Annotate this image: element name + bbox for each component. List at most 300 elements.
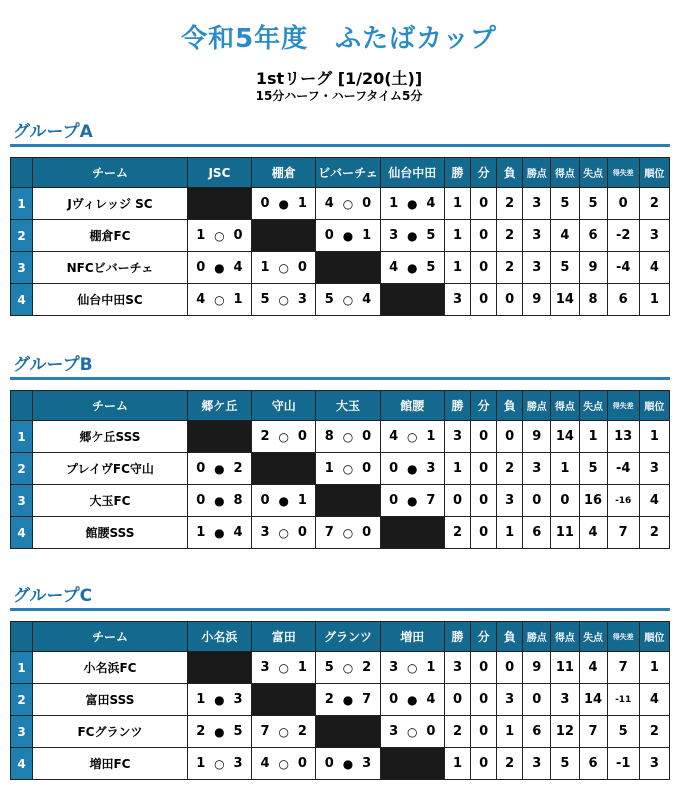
stat-cell: 3 [444,652,470,684]
header-stat: 勝 [444,622,470,652]
loss-mark-icon: ● [407,228,418,243]
loss-mark-icon: ● [214,525,225,540]
stat-cell: -2 [607,220,639,252]
self-match-cell [252,684,316,716]
team-row [11,652,670,684]
match-result-cell [316,652,380,684]
header-stat: 得失差 [607,158,639,188]
goals-against: 1 [233,292,243,307]
stat-cell: 6 [579,748,607,780]
match-result-cell [187,252,251,284]
team-row [11,284,670,316]
goals-for: 7 [260,724,270,739]
team-row [11,485,670,517]
match-score [381,461,444,476]
loss-mark-icon: ● [342,756,354,771]
header-stat: 勝点 [523,158,551,188]
stat-cell: 5 [579,188,607,220]
stat-cell: -1 [607,748,639,780]
header-opponent: 富田 [252,622,316,652]
stat-cell: -11 [607,684,639,716]
stat-cell: 1 [444,220,470,252]
goals-for: 0 [196,461,206,476]
match-score [188,292,251,307]
row-number: 2 [11,684,33,716]
self-match-cell [252,453,316,485]
match-result-cell [316,748,380,780]
goals-for: 2 [260,429,270,444]
goals-for: 1 [196,525,206,540]
stat-cell: 1 [444,188,470,220]
stat-cell: 0 [471,188,497,220]
goals-against: 2 [297,724,307,739]
match-result-cell [380,684,444,716]
goals-for: 2 [324,692,334,707]
standings-table [10,621,670,780]
stat-cell: 2 [497,453,523,485]
goals-for: 0 [389,493,399,508]
goals-against: 0 [362,525,372,540]
stat-cell: 0 [523,684,551,716]
stat-cell: 2 [497,748,523,780]
match-score [381,228,444,243]
stat-cell: 2 [444,517,470,549]
goals-for: 1 [324,461,334,476]
loss-mark-icon: ● [407,196,418,211]
team-name: 仙台中田SC [33,284,188,316]
goals-against: 5 [233,724,243,739]
goals-against: 2 [233,461,243,476]
row-number: 1 [11,188,33,220]
page-title: 令和5年度 ふたばカップ [181,24,497,54]
team-name: Jヴィレッジ SC [33,188,188,220]
match-score [381,660,444,675]
goals-against: 0 [297,756,307,771]
match-result-cell [187,485,251,517]
match-score [316,228,379,243]
self-match-cell [187,188,251,220]
stat-cell: 0 [471,421,497,453]
match-result-cell [252,652,316,684]
stat-cell: 0 [471,517,497,549]
match-result-cell [316,517,380,549]
win-mark-icon: ○ [214,228,225,243]
match-score [252,756,315,771]
stat-cell: 3 [444,284,470,316]
match-score [316,525,379,540]
goals-for: 1 [196,692,206,707]
goals-for: 8 [324,429,334,444]
win-mark-icon: ○ [278,260,289,275]
stat-cell: 1 [444,748,470,780]
match-result-cell [316,421,380,453]
stat-cell: 2 [639,716,669,748]
goals-for: 3 [389,724,399,739]
goals-against: 0 [297,525,307,540]
goals-against: 0 [297,260,307,275]
stat-cell: 5 [551,188,579,220]
loss-mark-icon: ● [214,493,225,508]
match-result-cell [380,485,444,517]
goals-against: 1 [426,660,436,675]
self-match-cell [380,748,444,780]
match-score [316,756,379,771]
header-team: チーム [33,158,188,188]
stat-cell: 14 [579,684,607,716]
match-result-cell [316,284,380,316]
goals-against: 1 [297,660,307,675]
stat-cell: 2 [497,188,523,220]
header-stat: 得失差 [607,622,639,652]
match-score [381,196,444,211]
team-row [11,684,670,716]
goals-for: 4 [324,196,334,211]
header-stat: 得失差 [607,391,639,421]
header-stat: 勝 [444,391,470,421]
stat-cell: 5 [551,748,579,780]
match-score [316,461,379,476]
self-match-cell [316,485,380,517]
stat-cell: 4 [639,485,669,517]
stat-cell: 9 [579,252,607,284]
goals-for: 5 [324,292,334,307]
match-result-cell [380,453,444,485]
team-row [11,517,670,549]
goals-for: 0 [389,692,399,707]
stat-cell: 7 [579,716,607,748]
match-score [316,429,379,444]
match-score [381,724,444,739]
win-mark-icon: ○ [214,756,225,771]
win-mark-icon: ○ [342,461,354,476]
stat-cell: 0 [551,485,579,517]
match-result-cell [380,188,444,220]
stat-cell: 2 [639,517,669,549]
stat-cell: 2 [639,188,669,220]
goals-against: 1 [426,429,436,444]
loss-mark-icon: ● [214,692,225,707]
goals-against: 3 [233,756,243,771]
match-result-cell [252,421,316,453]
match-result-cell [316,684,380,716]
row-number: 4 [11,517,33,549]
stat-cell: 0 [471,748,497,780]
match-result-cell [252,252,316,284]
match-result-cell [187,220,251,252]
header-stat: 失点 [579,158,607,188]
stat-cell: 3 [523,453,551,485]
win-mark-icon: ○ [342,660,354,675]
win-mark-icon: ○ [278,660,289,675]
goals-for: 0 [324,228,334,243]
stat-cell: 11 [551,517,579,549]
match-result-cell [187,517,251,549]
match-score [188,260,251,275]
row-number: 1 [11,652,33,684]
stat-cell: 0 [497,652,523,684]
team-name: 大玉FC [33,485,188,517]
group-title: グループC [10,584,670,611]
league-subtitle: 1stリーグ [1/20(土)] [255,69,423,88]
stat-cell: -4 [607,252,639,284]
match-score [252,260,315,275]
header-stat: 順位 [639,391,669,421]
loss-mark-icon: ● [342,692,354,707]
header-stat: 得点 [551,391,579,421]
stat-cell: 5 [579,453,607,485]
match-score [316,196,379,211]
goals-for: 7 [324,525,334,540]
group-title: グループB [10,353,670,380]
match-score [252,660,315,675]
team-name: 小名浜FC [33,652,188,684]
goals-for: 4 [389,260,399,275]
stat-cell: 3 [551,684,579,716]
stat-cell: 12 [551,716,579,748]
goals-against: 0 [297,429,307,444]
goals-for: 4 [260,756,270,771]
team-name: NFCビバーチェ [33,252,188,284]
stat-cell: 6 [607,284,639,316]
match-score [381,493,444,508]
goals-against: 7 [426,493,436,508]
stat-cell: 9 [523,652,551,684]
header-stat: 失点 [579,391,607,421]
goals-for: 0 [260,493,270,508]
stat-cell: 9 [523,284,551,316]
match-score [188,692,251,707]
match-score [252,196,315,211]
header-stat: 分 [471,391,497,421]
loss-mark-icon: ● [342,228,354,243]
stat-cell: 6 [523,716,551,748]
match-result-cell [252,188,316,220]
stat-cell: 7 [607,652,639,684]
loss-mark-icon: ● [407,260,418,275]
match-score [252,429,315,444]
goals-against: 5 [426,260,436,275]
goals-against: 1 [297,196,307,211]
loss-mark-icon: ● [278,196,289,211]
header-stat: 負 [497,622,523,652]
self-match-cell [380,517,444,549]
goals-against: 4 [233,260,243,275]
match-result-cell [252,485,316,517]
team-row [11,252,670,284]
header-stat: 得点 [551,622,579,652]
loss-mark-icon: ● [407,692,418,707]
stat-cell: 0 [471,652,497,684]
header-opponent: グランツ [316,622,380,652]
goals-for: 0 [196,493,206,508]
stat-cell: 6 [579,220,607,252]
goals-against: 3 [362,756,372,771]
stat-cell: -16 [607,485,639,517]
self-match-cell [380,284,444,316]
goals-against: 3 [297,292,307,307]
match-result-cell [316,220,380,252]
group-c-section [10,584,670,780]
stat-cell: 1 [497,716,523,748]
row-number: 3 [11,485,33,517]
header-opponent: 守山 [252,391,316,421]
stat-cell: 2 [444,716,470,748]
header-stat: 分 [471,158,497,188]
header-stat: 順位 [639,158,669,188]
match-score [188,228,251,243]
win-mark-icon: ○ [407,660,418,675]
standings-table [10,390,670,549]
group-a-section [10,120,670,316]
stat-cell: 9 [523,421,551,453]
stat-cell: 13 [607,421,639,453]
win-mark-icon: ○ [278,724,289,739]
header-opponent: ビバーチェ [316,158,380,188]
team-name: 館腰SSS [33,517,188,549]
stat-cell: 4 [551,220,579,252]
match-score [381,260,444,275]
match-score [188,525,251,540]
goals-for: 3 [260,525,270,540]
team-name: FCグランツ [33,716,188,748]
header-stat: 順位 [639,622,669,652]
goals-for: 1 [389,196,399,211]
goals-against: 1 [362,228,372,243]
loss-mark-icon: ● [278,493,289,508]
stat-cell: 0 [497,421,523,453]
row-number: 2 [11,453,33,485]
stat-cell: 14 [551,284,579,316]
stat-cell: 3 [497,684,523,716]
stat-cell: 4 [579,652,607,684]
match-result-cell [316,453,380,485]
stat-cell: 3 [639,748,669,780]
win-mark-icon: ○ [407,429,418,444]
goals-for: 5 [324,660,334,675]
self-match-cell [316,716,380,748]
match-result-cell [252,284,316,316]
team-name: 郷ケ丘SSS [33,421,188,453]
stat-cell: 2 [497,252,523,284]
goals-against: 0 [426,724,436,739]
stat-cell: 0 [497,284,523,316]
header-row [11,622,670,652]
header-opponent: 棚倉 [252,158,316,188]
team-name: プレイヴFC守山 [33,453,188,485]
team-row [11,220,670,252]
loss-mark-icon: ● [214,260,225,275]
match-result-cell [380,220,444,252]
loss-mark-icon: ● [214,461,225,476]
header-stat: 負 [497,158,523,188]
win-mark-icon: ○ [342,525,354,540]
win-mark-icon: ○ [407,724,418,739]
match-result-cell [252,517,316,549]
stat-cell: 0 [471,684,497,716]
stat-cell: 11 [551,652,579,684]
stat-cell: 0 [607,188,639,220]
match-score [316,660,379,675]
stat-cell: 14 [551,421,579,453]
stat-cell: 0 [471,485,497,517]
match-result-cell [380,652,444,684]
goals-for: 3 [389,660,399,675]
stat-cell: 1 [639,421,669,453]
match-result-cell [252,748,316,780]
stat-cell: 1 [551,453,579,485]
header-opponent: 郷ケ丘 [187,391,251,421]
stat-cell: 0 [471,716,497,748]
group-title: グループA [10,120,670,147]
stat-cell: 2 [497,220,523,252]
goals-against: 1 [297,493,307,508]
goals-for: 2 [196,724,206,739]
team-row [11,188,670,220]
goals-against: 3 [233,692,243,707]
match-result-cell [187,453,251,485]
stat-cell: 3 [523,220,551,252]
goals-against: 0 [362,196,372,211]
goals-against: 7 [362,692,372,707]
match-score [316,292,379,307]
header-row [11,391,670,421]
team-row [11,453,670,485]
stat-cell: 0 [471,453,497,485]
team-row [11,716,670,748]
stat-cell: 1 [444,252,470,284]
row-number: 1 [11,421,33,453]
match-score [188,461,251,476]
stat-cell: 3 [497,485,523,517]
goals-against: 4 [426,692,436,707]
goals-for: 3 [260,660,270,675]
stat-cell: 3 [639,220,669,252]
match-score [252,493,315,508]
loss-mark-icon: ● [407,493,418,508]
match-result-cell [187,684,251,716]
stat-cell: -4 [607,453,639,485]
header-team: チーム [33,622,188,652]
goals-for: 4 [196,292,206,307]
header-opponent: 館腰 [380,391,444,421]
match-score [252,525,315,540]
header-opponent: JSC [187,158,251,188]
stat-cell: 3 [523,252,551,284]
stat-cell: 4 [579,517,607,549]
header-stat: 勝点 [523,622,551,652]
stat-cell: 4 [639,252,669,284]
stat-cell: 0 [523,485,551,517]
goals-for: 1 [260,260,270,275]
stat-cell: 0 [471,252,497,284]
stat-cell: 0 [471,284,497,316]
win-mark-icon: ○ [342,292,354,307]
row-number: 3 [11,716,33,748]
match-result-cell [316,188,380,220]
match-score [252,724,315,739]
row-number: 4 [11,284,33,316]
match-score [188,493,251,508]
match-score [188,724,251,739]
team-row [11,748,670,780]
header-row [11,158,670,188]
stat-cell: 7 [607,517,639,549]
win-mark-icon: ○ [214,292,225,307]
header-number [11,622,33,652]
goals-for: 5 [260,292,270,307]
stat-cell: 4 [639,684,669,716]
goals-against: 4 [426,196,436,211]
